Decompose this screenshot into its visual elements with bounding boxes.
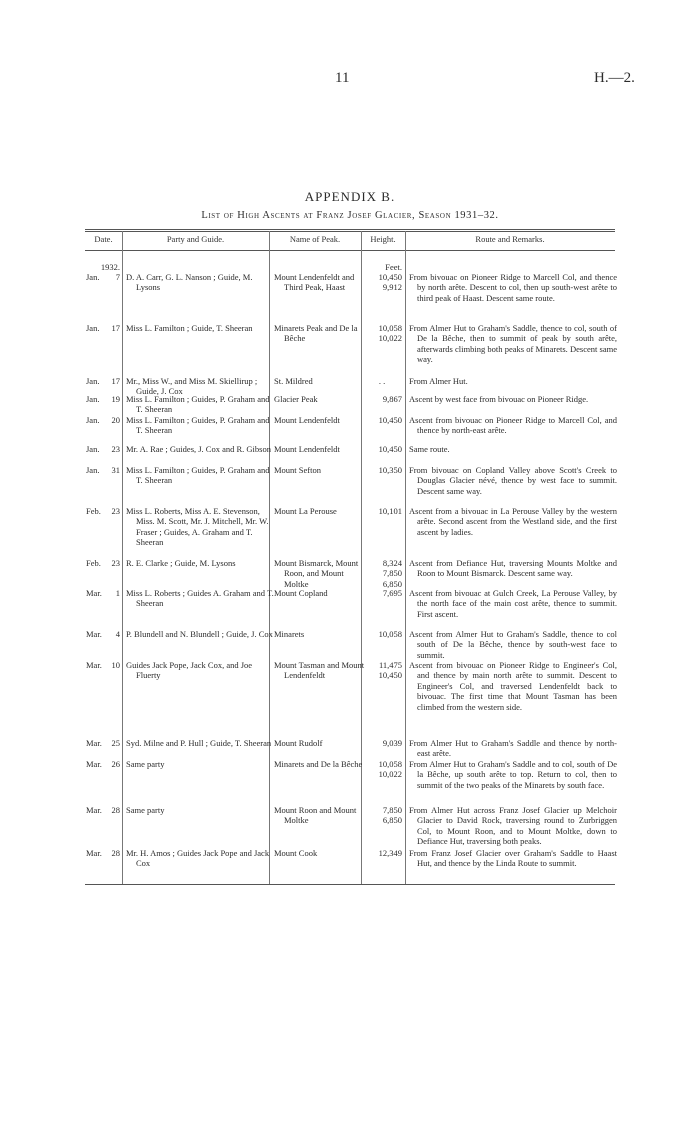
row-route: Ascent from bivouac on Pioneer Ridge to Engineer's Col, and thence by main north arête to summit. Descent to Engineer's Col, and traversed Lendenfeldt back to bivouac. The first time that Mount Tasman has been climbed from the western side. (409, 660, 617, 712)
row-date (86, 465, 120, 475)
row-peak: Mount Lendenfeldt (274, 415, 340, 425)
row-route: Ascent from bivouac at Gulch Creek, La Perouse Valley, by the north face of the main cost arête, thence to summit. First ascent. (409, 588, 617, 619)
row-height-value: 12,349 (378, 848, 402, 858)
row-height-value: 8,324 (382, 558, 402, 568)
row-month: Mar. (86, 588, 102, 598)
table-bottom-rule (85, 884, 615, 885)
row-day: 10 (111, 660, 120, 670)
column-header-party: Party and Guide. (166, 234, 225, 244)
row-month: Mar. (86, 759, 102, 769)
row-heights (362, 415, 402, 425)
row-peak: Minarets and De la Bêche (274, 759, 363, 769)
row-day: 19 (111, 394, 120, 404)
row-height-value: 10,450 (378, 444, 402, 454)
row-day: 23 (111, 558, 120, 568)
row-height-value: 10,022 (378, 769, 402, 780)
row-party: D. A. Carr, G. L. Nanson ; Guide, M. Lysons (126, 272, 253, 293)
row-route: Ascent from Almer Hut to Graham's Saddle, thence to col south of De la Bêche, thence by south-west face to summit. (409, 629, 617, 660)
row-heights (362, 848, 402, 858)
year-label: 1932. (100, 262, 120, 272)
row-date (86, 394, 120, 404)
row-month: Jan. (86, 272, 100, 282)
row-month: Jan. (86, 376, 100, 386)
row-heights (362, 759, 402, 780)
row-route: From bivouac on Copland Valley above Scott's Creek to Douglas Glacier névé, thence by west face to summit. Descent same way. (409, 465, 617, 496)
row-height-value: 10,350 (378, 465, 402, 475)
row-month: Feb. (86, 558, 101, 568)
row-route: From Almer Hut to Graham's Saddle and to col, south of De la Bêche, up south arête to top. Return to col, then to summit of the two peaks of the Minarets by south face. (409, 759, 617, 790)
column-header-route: Route and Remarks. (475, 234, 545, 244)
row-height-value: 7,850 (382, 568, 402, 579)
page-number: 11 (335, 70, 350, 86)
row-peak: Mount Lendenfeldt and Third Peak, Haast (274, 272, 355, 293)
row-day: 4 (115, 629, 120, 639)
row-date (86, 805, 120, 815)
row-month: Jan. (86, 323, 100, 333)
row-date (86, 506, 120, 516)
row-heights (362, 323, 402, 344)
row-month: Mar. (86, 660, 102, 670)
row-height-value: 7,850 (382, 805, 402, 815)
row-day: 20 (111, 415, 120, 425)
height-unit-label: Feet. (385, 262, 402, 272)
row-height-value: 10,022 (378, 333, 402, 344)
row-peak: Mount Sefton (274, 465, 321, 475)
row-heights (362, 588, 402, 598)
row-heights (362, 376, 402, 386)
column-header-height: Height. (370, 234, 396, 244)
row-route: From Almer Hut to Graham's Saddle, thence to col, south of De la Bêche, then to summit of peak by south arête, afterwards climbing both peaks of Minarets. Descent same way. (409, 323, 617, 365)
column-divider (122, 231, 123, 884)
row-date (86, 660, 120, 670)
row-peak: Mount Copland (274, 588, 328, 598)
row-day: 7 (115, 272, 120, 282)
row-party: Mr. H. Amos ; Guides Jack Pope and Jack Cox (126, 848, 270, 869)
row-peak: Mount Bismarck, Mount Roon, and Mount Moltke (274, 558, 359, 589)
row-date (86, 848, 120, 858)
row-heights (362, 272, 402, 293)
row-height-value: 10,450 (378, 670, 402, 681)
row-day: 25 (111, 738, 120, 748)
document-code: H.—2. (594, 70, 635, 86)
row-height-value: 10,101 (378, 506, 402, 516)
row-height-value: 6,850 (382, 578, 402, 589)
header-bottom-rule (85, 250, 615, 251)
row-party: Miss L. Familton ; Guides, P. Graham and T. Sheeran (126, 394, 270, 415)
row-date (86, 558, 120, 568)
table-top-rule-inner (85, 231, 615, 232)
row-height-value: 9,039 (382, 738, 402, 748)
row-height-value: . . (378, 376, 386, 386)
row-month: Jan. (86, 444, 100, 454)
row-date (86, 629, 120, 639)
row-peak: Mount Roon and Mount Moltke (274, 805, 357, 826)
row-party: Mr. A. Rae ; Guides, J. Cox and R. Gibson (126, 444, 271, 454)
row-heights (362, 394, 402, 404)
column-header-peak: Name of Peak. (289, 234, 341, 244)
row-date (86, 415, 120, 425)
row-party: Miss L. Roberts, Miss A. E. Stevenson, Miss. M. Scott, Mr. J. Mitchell, Mr. W. Fraser ; Guides, A. Graham and T. Sheeran (126, 506, 269, 548)
row-route: From bivouac on Pioneer Ridge to Marcell Col, and thence by north arête. Descent to col, then up south-west arête to third peak of Haast. Descent same route. (409, 272, 617, 303)
row-party: Guides Jack Pope, Jack Cox, and Joe Fluerty (126, 660, 253, 681)
row-heights (362, 805, 402, 826)
appendix-title: APPENDIX B. (304, 189, 396, 204)
row-peak: Mount Lendenfeldt (274, 444, 340, 454)
row-peak: Minarets (274, 629, 305, 639)
row-peak: Mount Tasman and Mount Lendenfeldt (274, 660, 365, 681)
list-title: List of High Ascents at Franz Josef Glacier, Season 1931–32. (201, 210, 499, 221)
row-date (86, 759, 120, 769)
row-height-value: 9,912 (382, 282, 402, 293)
row-month: Mar. (86, 805, 102, 815)
row-month: Jan. (86, 415, 100, 425)
row-month: Mar. (86, 848, 102, 858)
row-heights (362, 444, 402, 454)
row-day: 23 (111, 506, 120, 516)
row-peak: Glacier Peak (274, 394, 318, 404)
row-heights (362, 738, 402, 748)
row-heights (362, 660, 402, 681)
row-heights (362, 558, 402, 589)
row-party: P. Blundell and N. Blundell ; Guide, J. Cox (126, 629, 273, 639)
row-date (86, 588, 120, 598)
row-height-value: 10,450 (378, 415, 402, 425)
row-party: Miss L. Familton ; Guides, P. Graham and T. Sheeran (126, 465, 270, 486)
row-route: From Almer Hut across Franz Josef Glacier up Melchoir Glacier to David Rock, traversing round to Zurbriggen Col, to Mount Roon, and to Mount Moltke, down to Defiance Hut, traversing both peaks. (409, 805, 617, 847)
row-date (86, 376, 120, 386)
row-route: Ascent from Defiance Hut, traversing Mounts Moltke and Roon to Mount Bismarck. Descent same way. (409, 558, 617, 579)
row-heights (362, 465, 402, 475)
row-month: Jan. (86, 394, 100, 404)
row-date (86, 323, 120, 333)
row-height-value: 10,450 (378, 272, 402, 282)
row-peak: St. Mildred (274, 376, 313, 386)
row-month: Mar. (86, 629, 102, 639)
row-month: Mar. (86, 738, 102, 748)
row-peak: Mount Rudolf (274, 738, 323, 748)
row-date (86, 272, 120, 282)
row-date (86, 444, 120, 454)
row-height-value: 10,058 (378, 629, 402, 639)
row-day: 17 (111, 376, 120, 386)
row-party: Syd. Milne and P. Hull ; Guide, T. Sheeran (126, 738, 272, 748)
row-party: Same party (126, 759, 165, 769)
row-height-value: 6,850 (382, 815, 402, 826)
row-height-value: 10,058 (378, 323, 402, 333)
row-party: Miss L. Familton ; Guides, P. Graham and T. Sheeran (126, 415, 270, 436)
row-route: From Almer Hut. (409, 376, 468, 386)
row-route: Ascent from a bivouac in La Perouse Valley by the western arête. Second ascent from the Westland side, and the first ascent by ladies. (409, 506, 617, 537)
row-heights (362, 506, 402, 516)
row-height-value: 9,867 (382, 394, 402, 404)
row-day: 28 (111, 805, 120, 815)
row-route: From Franz Josef Glacier over Graham's Saddle to Haast Hut, and thence by the Linda Route to summit. (409, 848, 617, 869)
column-divider (405, 231, 406, 884)
row-peak: Mount Cook (274, 848, 318, 858)
row-party: Mr., Miss W., and Miss M. Skiellirup ; Guide, J. Cox (126, 376, 258, 397)
row-day: 17 (111, 323, 120, 333)
row-party: Same party (126, 805, 165, 815)
row-peak: Minarets Peak and De la Bêche (274, 323, 358, 344)
table-top-rule (85, 229, 615, 230)
row-route: Ascent from bivouac on Pioneer Ridge to Marcell Col, and thence by north-east arête. (409, 415, 617, 436)
row-month: Jan. (86, 465, 100, 475)
row-day: 26 (111, 759, 120, 769)
row-route: Ascent by west face from bivouac on Pioneer Ridge. (409, 394, 589, 404)
row-day: 23 (111, 444, 120, 454)
column-header-date: Date. (94, 234, 113, 244)
row-party: R. E. Clarke ; Guide, M. Lysons (126, 558, 236, 568)
row-day: 1 (115, 588, 120, 598)
row-height-value: 10,058 (378, 759, 402, 769)
row-route: Same route. (409, 444, 450, 454)
row-route: From Almer Hut to Graham's Saddle and thence by north-east arête. (409, 738, 617, 759)
row-peak: Mount La Perouse (274, 506, 337, 516)
row-heights (362, 629, 402, 639)
row-height-value: 11,475 (378, 660, 402, 670)
row-party: Miss L. Roberts ; Guides A. Graham and T. Sheeran (126, 588, 274, 609)
row-month: Feb. (86, 506, 101, 516)
row-height-value: 7,695 (382, 588, 402, 598)
row-date (86, 738, 120, 748)
row-day: 28 (111, 848, 120, 858)
row-party: Miss L. Familton ; Guide, T. Sheeran (126, 323, 253, 333)
row-day: 31 (111, 465, 120, 475)
